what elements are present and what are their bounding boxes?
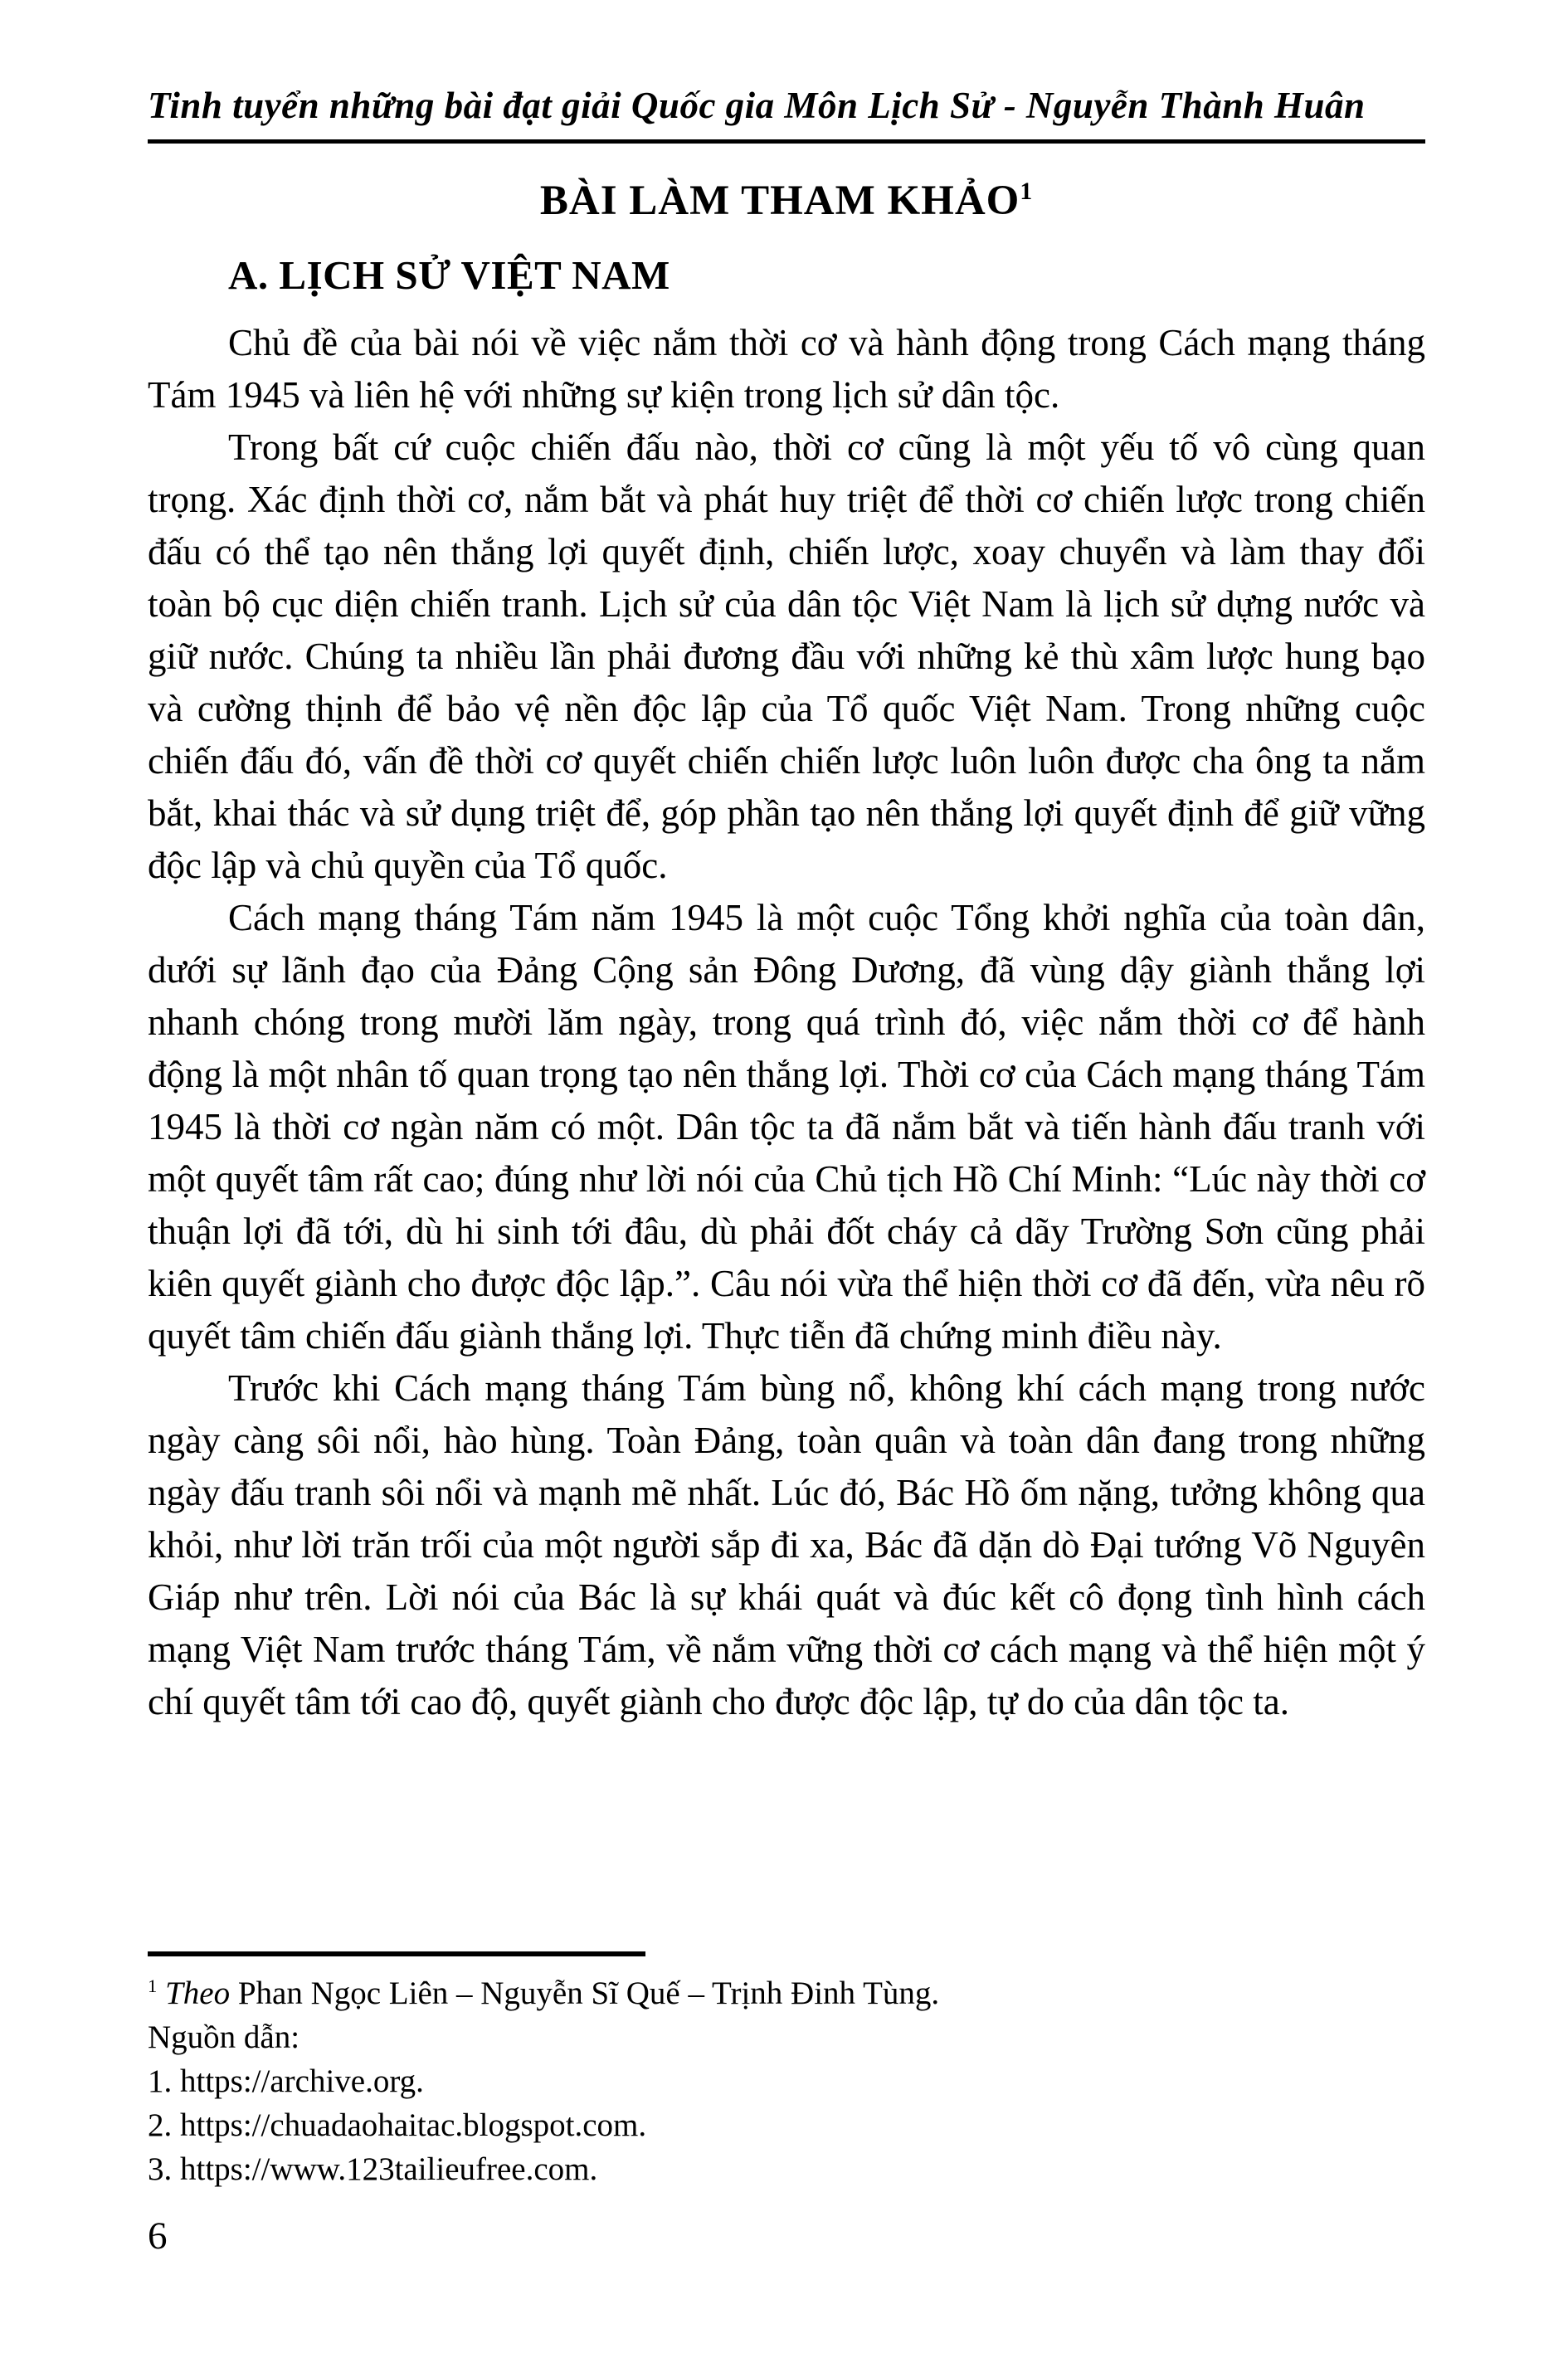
paragraph-3: Cách mạng tháng Tám năm 1945 là một cuộc Tổng khởi nghĩa của toàn dân, dưới sự lãnh đạo của Đảng Cộng sản Đông Dương, đã vùng dậy giành thắng lợi nhanh chóng trong mười lăm ngày, trong quá trình đó, việc nắm thời cơ để hành động là một nhân tố quan trọng tạo nên thắng lợi. Thời cơ của Cách mạng tháng Tám 1945 là thời cơ ngàn năm có một. Dân tộc ta đã nắm bắt và tiến hành đấu tranh với một quyết tâm rất cao; đúng như lời nói của Chủ tịch Hồ Chí Minh: “Lúc này thời cơ thuận lợi đã tới, dù hi sinh tới đâu, dù phải đốt cháy cả dãy Trường Sơn cũng phải kiên quyết giành cho được độc lập.”. Câu nói vừa thể hiện thời cơ đã đến, vừa nêu rõ quyết tâm chiến đấu giành thắng lợi. Thực tiễn đã chứng minh điều này. [148,897,1425,1357]
footnote-source-label: Nguồn dẫn: [148,2019,300,2055]
footnote-source-2: 2. https://chuadaohaitac.blogspot.com. [148,2107,647,2143]
body-text [148,317,1425,1728]
footnote-separator-line [148,1951,645,1956]
paragraph-4: Trước khi Cách mạng tháng Tám bùng nổ, không khí cách mạng trong nước ngày càng sôi nổi, hào hùng. Toàn Đảng, toàn quân và toàn dân đang trong những ngày đấu tranh sôi nổi và mạnh mẽ nhất. Lúc đó, Bác Hồ ốm nặng, tưởng không qua khỏi, như lời trăn trối của một người sắp đi xa, Bác đã dặn dò Đại tướng Võ Nguyên Giáp như trên. Lời nói của Bác là sự khái quát và đúc kết cô đọng tình hình cách mạng Việt Nam trước tháng Tám, về nắm vững thời cơ cách mạng và thể hiện một ý chí quyết tâm tới cao độ, quyết giành cho được độc lập, tự do của dân tộc ta. [148,1367,1425,1722]
section-heading: A. LỊCH SỬ VIỆT NAM [228,252,670,298]
running-header: Tinh tuyển những bài đạt giải Quốc gia Môn Lịch Sử - Nguyễn Thành Huân [148,83,1425,144]
document-title-text: BÀI LÀM THAM KHẢO [539,178,1020,224]
footnote-marker: 1 [148,1975,158,1996]
footnote-reference-mark: 1 [1020,178,1034,205]
footnote-source-3: 3. https://www.123tailieufree.com. [148,2151,598,2187]
paragraph-1: Chủ đề của bài nói về việc nắm thời cơ và hành động trong Cách mạng tháng Tám 1945 và liên hệ với những sự kiện trong lịch sử dân tộc. [148,322,1425,416]
footnote-attribution-italic: Theo [165,1975,231,2011]
footnote-attribution [148,1971,1425,2015]
footnote-attribution-names: Phan Ngọc Liên – Nguyễn Sĩ Quế – Trịnh Đinh Tùng. [230,1975,940,2011]
document-title [148,177,1425,225]
footnote-source-1: 1. https://archive.org. [148,2063,424,2099]
footnotes-section [148,1951,1425,2191]
paragraph-2: Trong bất cứ cuộc chiến đấu nào, thời cơ cũng là một yếu tố vô cùng quan trọng. Xác định thời cơ, nắm bắt và phát huy triệt để thời cơ chiến lược trong chiến đấu có thể tạo nên thắng lợi quyết định, chiến lược, xoay chuyển và làm thay đổi toàn bộ cục diện chiến tranh. Lịch sử của dân tộc Việt Nam là lịch sử dựng nước và giữ nước. Chúng ta nhiều lần phải đương đầu với những kẻ thù xâm lược hung bạo và cường thịnh để bảo vệ nền độc lập của Tổ quốc Việt Nam. Trong những cuộc chiến đấu đó, vấn đề thời cơ quyết chiến chiến lược luôn luôn được cha ông ta nắm bắt, khai thác và sử dụng triệt để, góp phần tạo nên thắng lợi quyết định để giữ vững độc lập và chủ quyền của Tổ quốc. [148,426,1425,886]
page-number: 6 [148,2214,168,2258]
